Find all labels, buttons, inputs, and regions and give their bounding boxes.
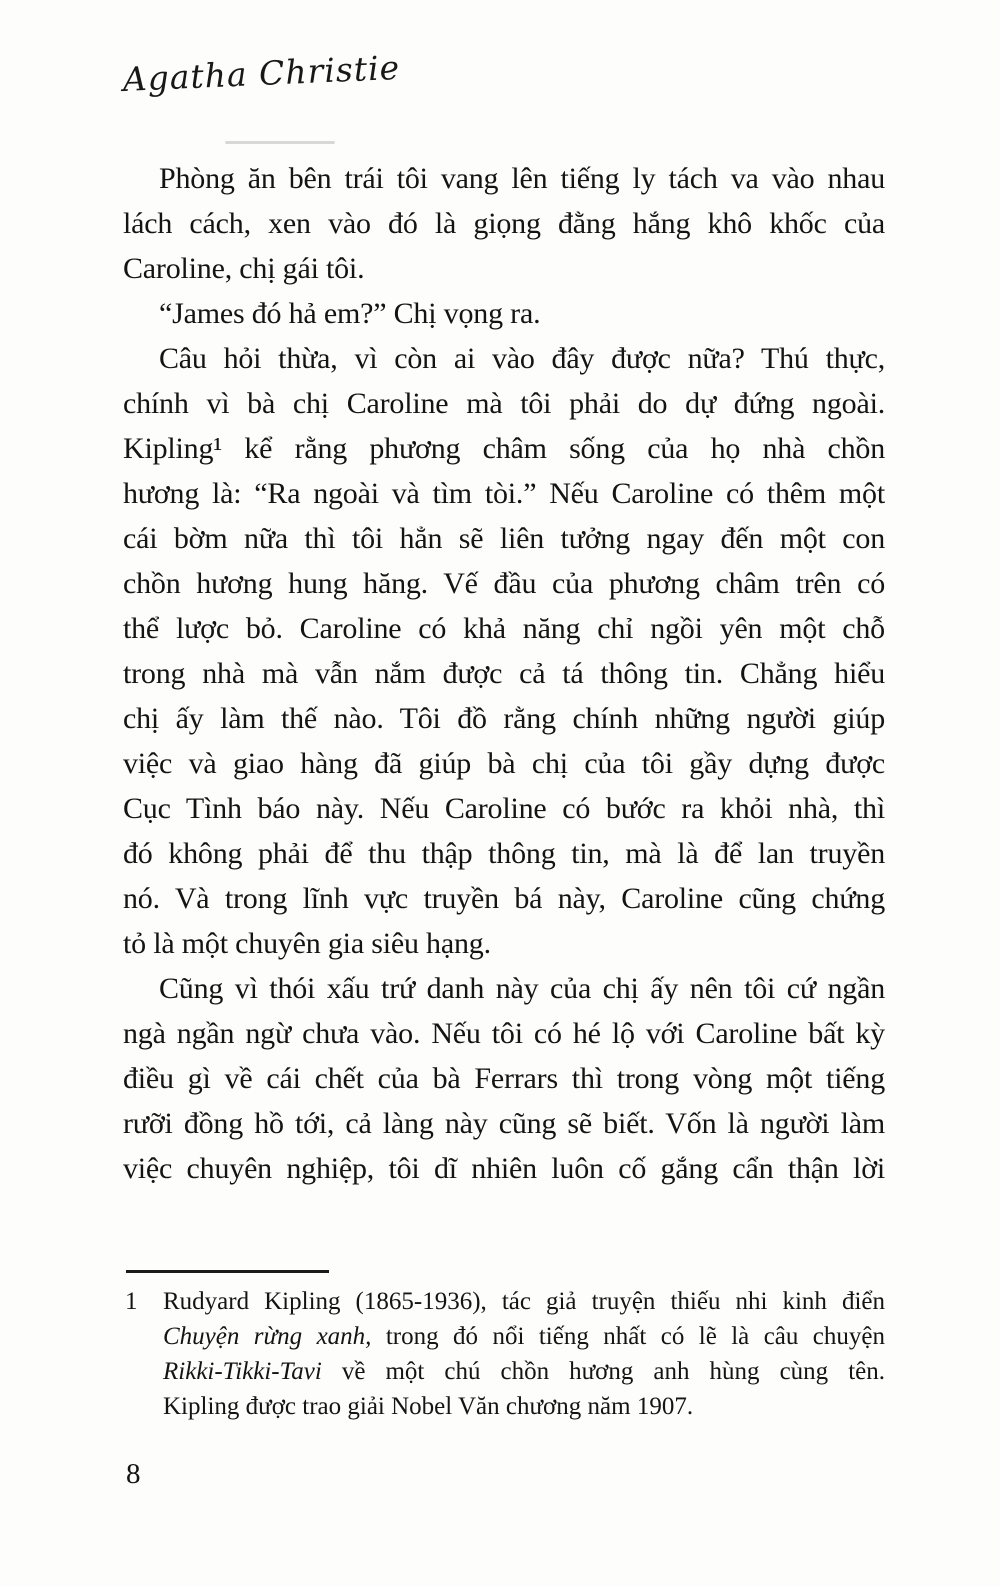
- body-text: [123, 156, 885, 1191]
- body-line: ngà ngần ngừ chưa vào. Nếu tôi có hé lộ với Caroline bất kỳ: [123, 1017, 885, 1050]
- body-line: Cũng vì thói xấu trứ danh này của chị ấy nên tôi cứ ngần: [159, 972, 885, 1005]
- page-number: 8: [126, 1458, 141, 1490]
- body-line: chồn hương hung hăng. Vế đầu của phương châm trên có: [123, 567, 885, 600]
- body-line: hương là: “Ra ngoài và tìm tòi.” Nếu Caroline có thêm một: [123, 477, 885, 510]
- footnote-italic-text: Rikki-Tikki-Tavi: [163, 1358, 342, 1385]
- footnote-line: [123, 1284, 885, 1319]
- body-line: trong nhà mà vẫn nắm được cả tá thông tin. Chẳng hiểu: [123, 657, 885, 690]
- footnote-divider: [126, 1270, 329, 1273]
- footnote: [123, 1284, 885, 1424]
- body-line: chị ấy làm thế nào. Tôi đồ rằng chính những người giúp: [123, 702, 885, 735]
- body-line: Cục Tình báo này. Nếu Caroline có bước ra khỏi nhà, thì: [123, 792, 885, 825]
- body-line: tỏ là một chuyên gia siêu hạng.: [123, 927, 491, 960]
- body-line: Phòng ăn bên trái tôi vang lên tiếng ly tách va vào nhau: [159, 162, 885, 195]
- footnote-text: Kipling được trao giải Nobel Văn chương năm 1907.: [163, 1393, 694, 1420]
- footnote-line: [123, 1389, 885, 1424]
- scan-smudge: [225, 141, 335, 144]
- footnote-text: trong đó nổi tiếng nhất có lẽ là câu chuyện: [385, 1323, 885, 1350]
- author-signature: Agatha Christie: [122, 47, 401, 99]
- body-line: rưỡi đồng hồ tới, cả làng này cũng sẽ biết. Vốn là người làm: [123, 1107, 885, 1140]
- body-line: “James đó hả em?” Chị vọng ra.: [159, 297, 541, 330]
- footnote-line: [123, 1319, 885, 1354]
- body-line: Caroline, chị gái tôi.: [123, 252, 365, 285]
- body-line: đó không phải để thu thập thông tin, mà là để lan truyền: [123, 837, 885, 870]
- body-line: lách cách, xen vào đó là giọng đằng hắng khô khốc của: [123, 207, 885, 240]
- body-line: Kipling¹ kể rằng phương châm sống của họ nhà chồn: [123, 432, 885, 465]
- body-line: Câu hỏi thừa, vì còn ai vào đây được nữa? Thú thực,: [159, 342, 885, 375]
- body-line: nó. Và trong lĩnh vực truyền bá này, Caroline cũng chứng: [123, 882, 885, 915]
- body-line: cái bờm nữa thì tôi hẳn sẽ liên tưởng ngay đến một con: [123, 522, 885, 555]
- body-line: việc và giao hàng đã giúp bà chị của tôi gầy dựng được: [123, 747, 885, 780]
- footnote-line: [123, 1354, 885, 1389]
- footnote-marker: 1: [125, 1288, 138, 1315]
- footnote-text: về một chú chồn hương anh hùng cùng tên.: [341, 1358, 885, 1385]
- body-line: việc chuyên nghiệp, tôi dĩ nhiên luôn cố gắng cẩn thận lời: [123, 1152, 885, 1185]
- body-line: thể lược bỏ. Caroline có khả năng chỉ ngồi yên một chỗ: [123, 612, 885, 645]
- body-line: điều gì về cái chết của bà Ferrars thì trong vòng một tiếng: [123, 1062, 885, 1095]
- footnote-italic-text: Chuyện rừng xanh,: [163, 1323, 386, 1350]
- body-line: chính vì bà chị Caroline mà tôi phải do dự đứng ngoài.: [123, 387, 885, 420]
- footnote-text: Rudyard Kipling (1865-1936), tác giả truyện thiếu nhi kinh điển: [163, 1288, 885, 1315]
